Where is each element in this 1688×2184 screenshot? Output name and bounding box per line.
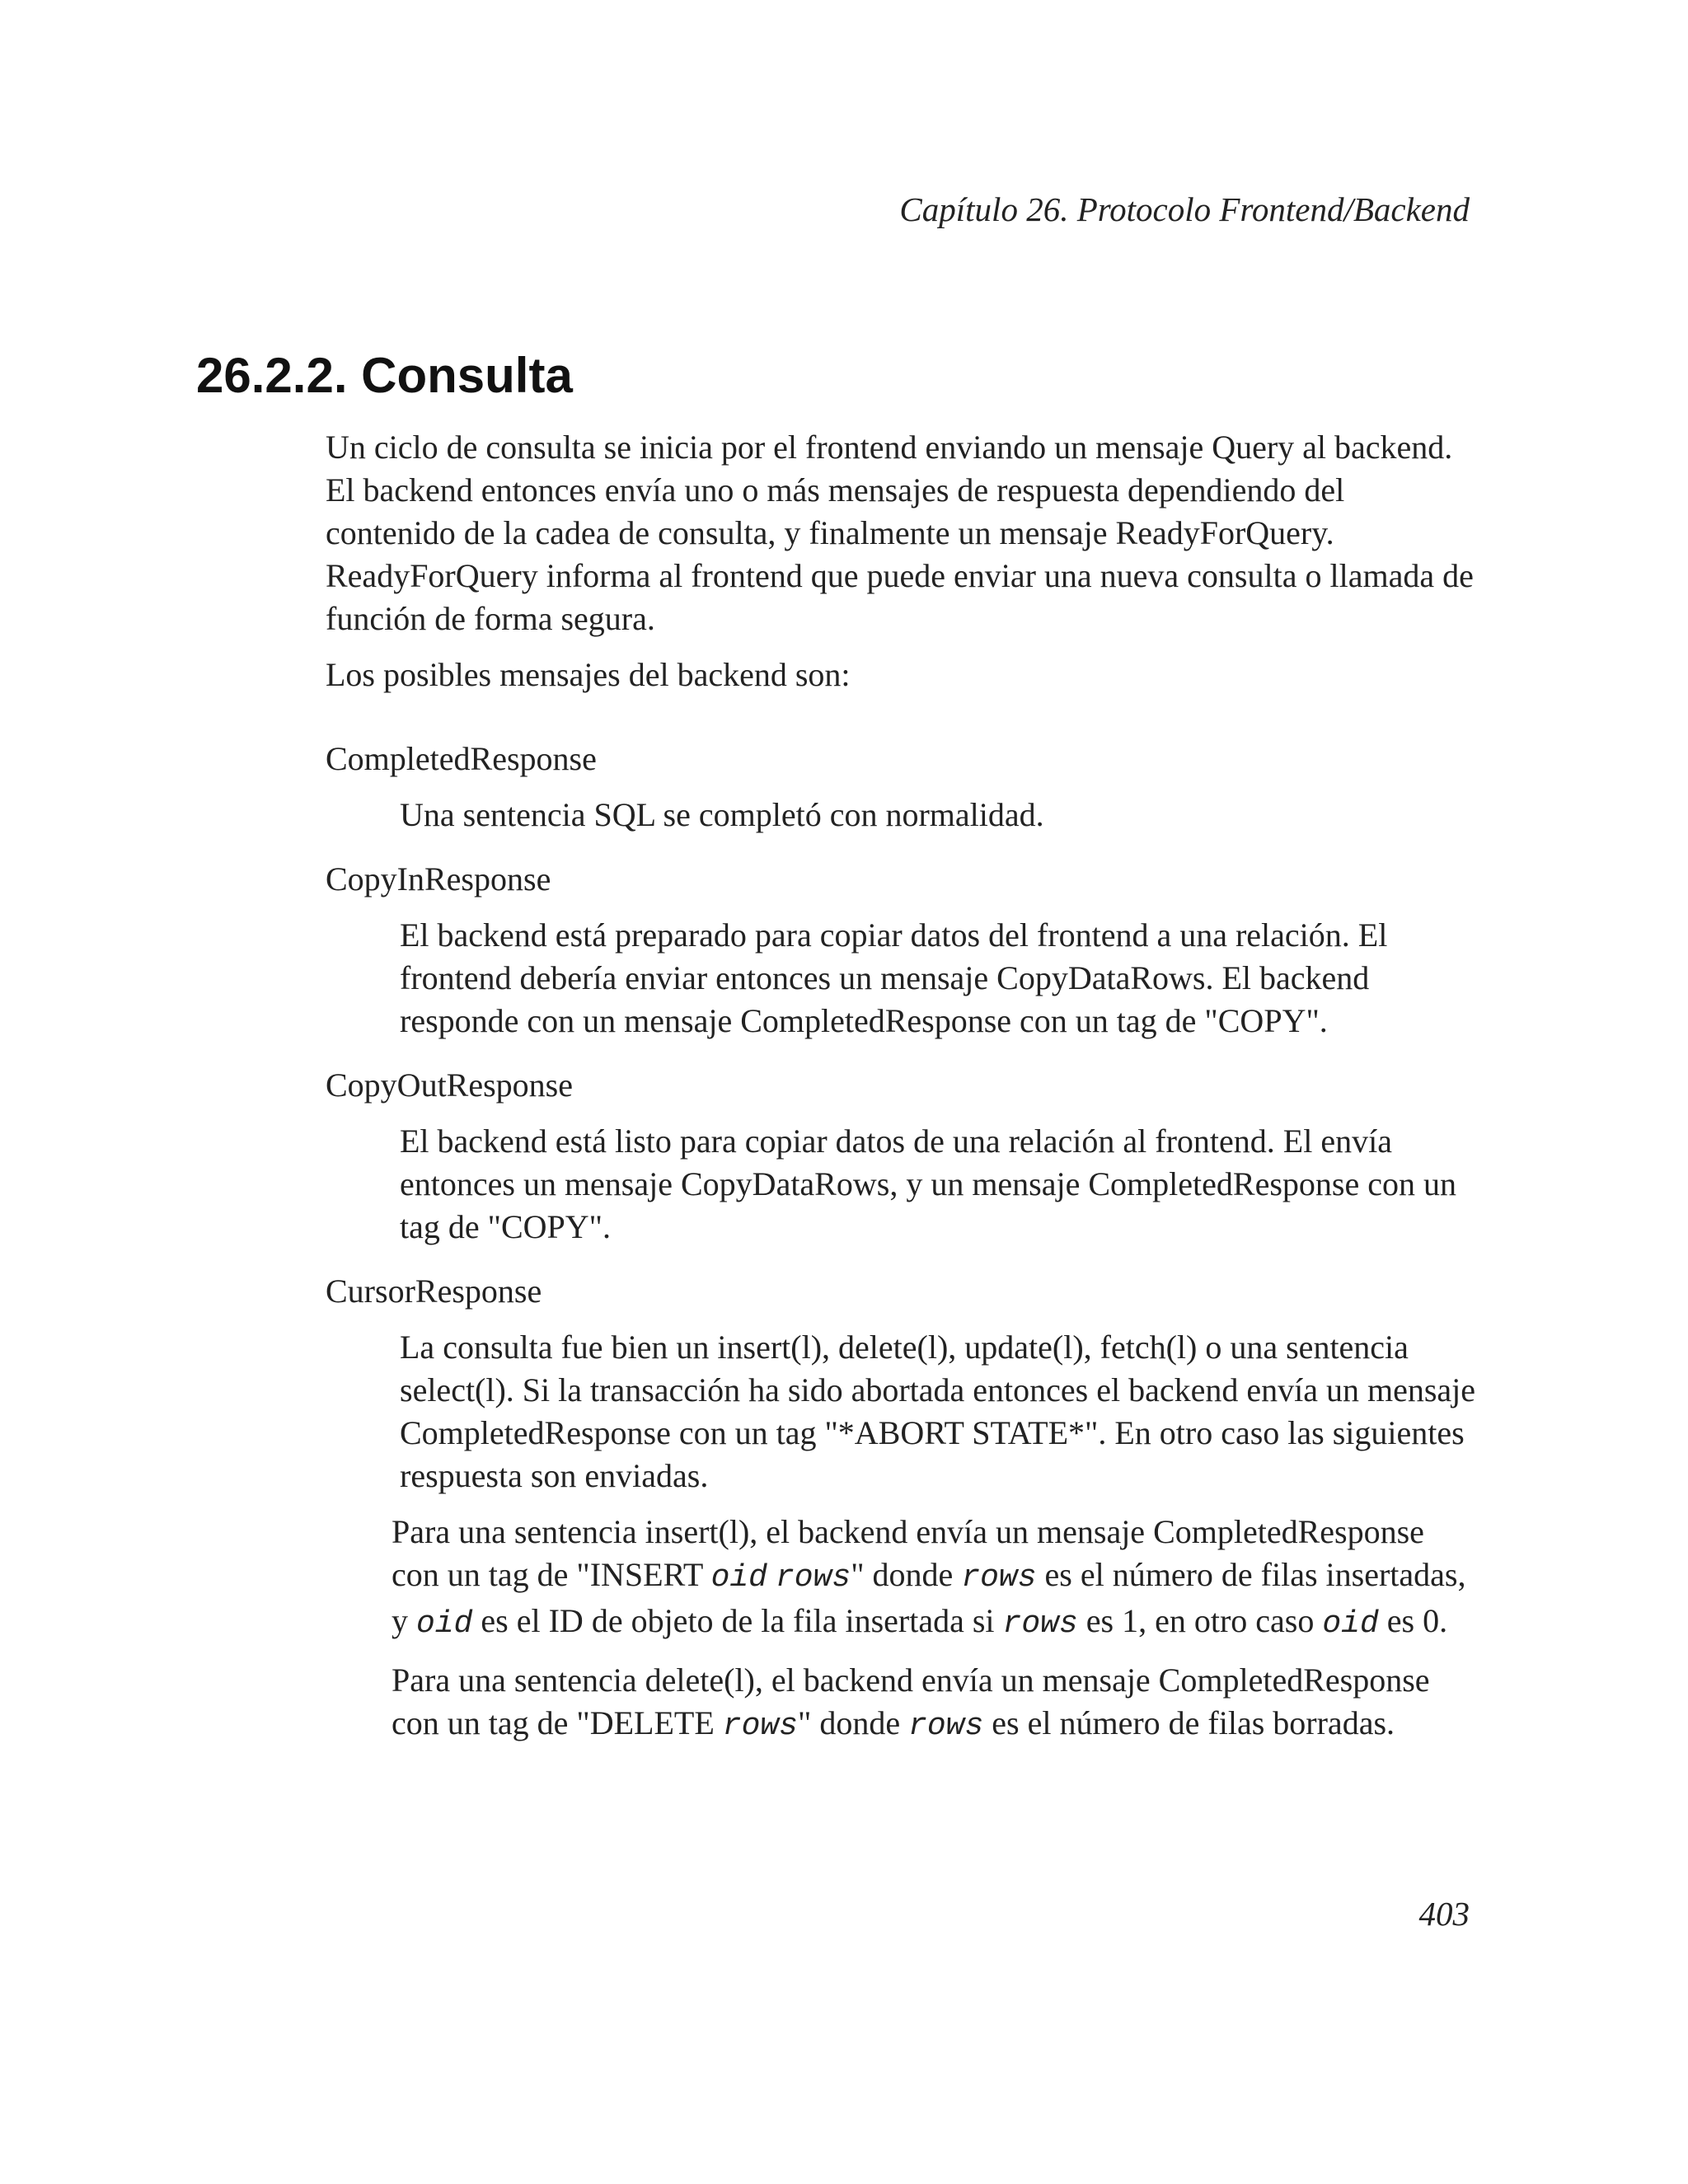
text-run: es el ID de objeto de la fila insertada si	[472, 1602, 1003, 1639]
text-run: " donde	[851, 1556, 962, 1593]
replaceable-rows: rows	[961, 1560, 1037, 1596]
replaceable-rows: rows	[908, 1708, 984, 1744]
description-paragraph: El backend está preparado para copiar datos del frontend a una relación. El frontend debería enviar entonces un mensaje CopyDataRows. El backend responde con un mensaje CompletedResponse con un tag de "COPY".	[400, 916, 1388, 1039]
message-desc-copyoutresponse	[392, 1120, 1479, 1249]
message-desc-completedresponse	[392, 794, 1479, 837]
text-run: es el número de filas borradas.	[983, 1704, 1395, 1741]
delete-paragraph	[392, 1659, 1479, 1748]
text-run: es 1, en otro caso	[1077, 1602, 1323, 1639]
text-run	[767, 1556, 776, 1593]
text-run: " donde	[797, 1704, 909, 1741]
replaceable-rows: rows	[722, 1708, 798, 1744]
section-body	[326, 426, 1479, 1769]
message-desc-cursorresponse	[392, 1326, 1479, 1748]
replaceable-rows: rows	[776, 1560, 851, 1596]
message-term-copyoutresponse: CopyOutResponse	[326, 1066, 573, 1104]
replaceable-oid: oid	[710, 1560, 767, 1596]
message-term-copyinresponse: CopyInResponse	[326, 860, 551, 898]
replaceable-oid: oid	[416, 1606, 473, 1642]
insert-paragraph	[392, 1511, 1479, 1646]
message-term-cursorresponse: CursorResponse	[326, 1272, 542, 1310]
section-heading: 26.2.2. Consulta	[196, 348, 573, 403]
description-paragraph: Una sentencia SQL se completó con normalidad.	[400, 796, 1044, 833]
text-run: es 0.	[1378, 1602, 1448, 1639]
text-run: es el número de filas insertadas, y	[392, 1556, 1466, 1639]
description-paragraph: El backend está listo para copiar datos de una relación al frontend. El envía entonces un mensaje CopyDataRows, y un mensaje CompletedResponse con un tag de "COPY".	[400, 1122, 1456, 1245]
backend-message-list	[326, 738, 1479, 1748]
page-number: 403	[1418, 1895, 1470, 1933]
text-run: Para una sentencia delete(l), el backend envía un mensaje CompletedResponse con un tag de "DELETE	[392, 1661, 1430, 1741]
replaceable-rows: rows	[1002, 1606, 1078, 1642]
list-intro-paragraph: Los posibles mensajes del backend son:	[326, 656, 851, 693]
message-desc-copyinresponse	[392, 914, 1479, 1043]
text-run: Para una sentencia insert(l), el backend envía un mensaje CompletedResponse con un tag de "INSERT	[392, 1513, 1424, 1593]
message-term-completedresponse: CompletedResponse	[326, 740, 597, 777]
description-paragraph: La consulta fue bien un insert(l), delete(l), update(l), fetch(l) o una sentencia select(l). Si la transacción ha sido abortada entonces el backend envía un mensaje CompletedResponse con un tag "*ABORT STATE*". En otro caso las siguientes respuesta son enviadas.	[400, 1329, 1476, 1494]
replaceable-oid: oid	[1322, 1606, 1379, 1642]
running-header: Capítulo 26. Protocolo Frontend/Backend	[899, 190, 1470, 228]
intro-paragraph: Un ciclo de consulta se inicia por el frontend enviando un mensaje Query al backend. El backend entonces envía uno o más mensajes de respuesta dependiendo del contenido de la cadea de consulta, y finalmente un mensaje ReadyForQuery. ReadyForQuery informa al frontend que puede enviar una nueva consulta o llamada de función de forma segura.	[326, 429, 1474, 637]
